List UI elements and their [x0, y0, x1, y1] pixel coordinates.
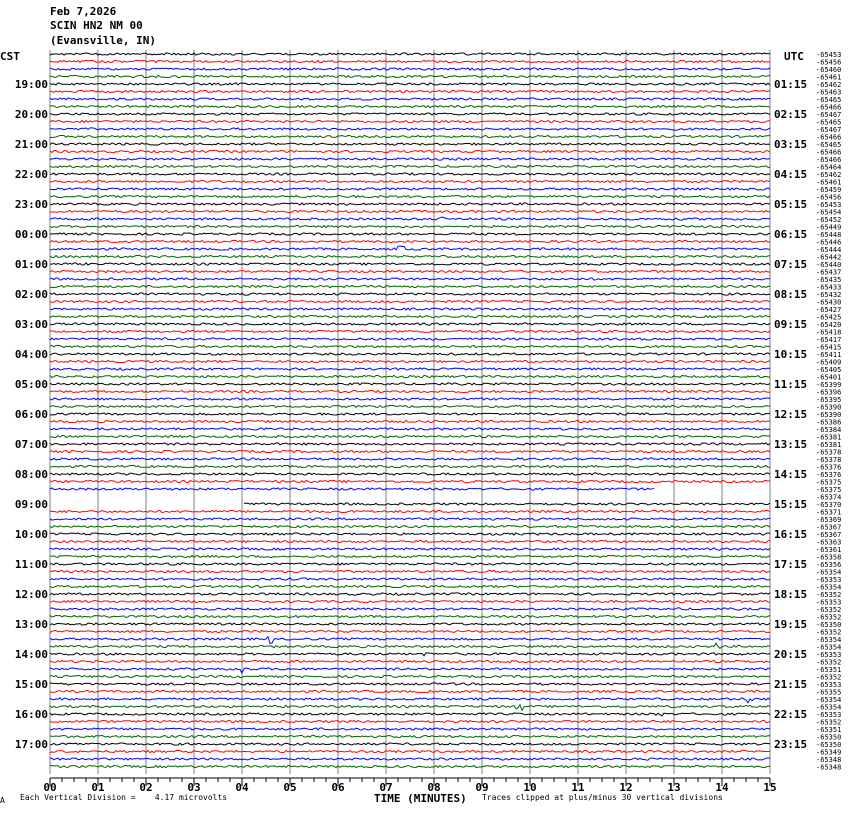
- trace-48: [50, 413, 770, 415]
- trace-value-label: -65461: [816, 73, 842, 82]
- trace-value-label: -65353: [816, 651, 842, 659]
- utc-hour-label: 11:15: [774, 378, 808, 391]
- trace-23: [50, 225, 770, 227]
- x-tick-label: 05: [283, 781, 297, 794]
- trace-15: [50, 165, 770, 167]
- trace-26: [50, 246, 770, 250]
- trace-61: [50, 510, 770, 512]
- utc-hour-label: 03:15: [774, 138, 808, 151]
- cst-hour-label: 16:00: [14, 708, 48, 721]
- trace-value-label: -65370: [816, 501, 842, 509]
- x-tick-label: 09: [475, 781, 489, 794]
- trace-77: [50, 630, 770, 632]
- trace-value-label: -65432: [816, 291, 842, 299]
- trace-58: [50, 488, 654, 490]
- trace-76: [50, 623, 770, 625]
- utc-hour-label: 12:15: [774, 408, 808, 421]
- trace-value-label: -65465: [816, 141, 842, 149]
- x-tick-label: 15: [763, 781, 777, 794]
- trace-63: [50, 525, 770, 527]
- trace-value-label: -65354: [816, 643, 842, 652]
- trace-32: [50, 293, 770, 295]
- trace-value-label: -65352: [816, 658, 842, 667]
- chart-date: Feb 7,2026: [50, 5, 117, 18]
- trace-83: [50, 675, 770, 677]
- trace-value-label: -65356: [816, 561, 842, 569]
- trace-value-label: -65390: [816, 411, 842, 419]
- utc-hour-label: 15:15: [774, 498, 808, 511]
- trace-value-label: -65374: [816, 493, 842, 502]
- trace-value-label: -65351: [816, 726, 842, 734]
- utc-hour-label: 18:15: [774, 588, 808, 601]
- trace-2: [50, 68, 770, 70]
- trace-1: [50, 60, 770, 62]
- x-tick-label: 04: [235, 781, 249, 794]
- footer-mark: A: [0, 796, 5, 805]
- x-axis-title: TIME (MINUTES): [374, 792, 467, 805]
- trace-14: [50, 158, 770, 160]
- trace-56: [50, 473, 770, 475]
- trace-17: [50, 180, 770, 182]
- trace-value-label: -65348: [816, 756, 842, 764]
- cst-hour-label: 20:00: [14, 108, 48, 121]
- trace-24: [50, 233, 770, 235]
- utc-hour-label: 07:15: [774, 258, 808, 271]
- cst-hour-label: 00:00: [14, 228, 48, 241]
- trace-value-label: -65446: [816, 238, 842, 247]
- trace-value-label: -65435: [816, 276, 842, 284]
- trace-value-label: -65460: [816, 66, 842, 74]
- trace-value-label: -65465: [816, 96, 842, 104]
- trace-value-label: -65425: [816, 313, 842, 322]
- trace-94: [50, 758, 770, 760]
- trace-value-label: -65349: [816, 748, 842, 757]
- trace-value-label: -65355: [816, 688, 842, 697]
- trace-49: [50, 420, 770, 422]
- x-tick-label: 02: [139, 781, 153, 794]
- trace-37: [50, 330, 770, 332]
- trace-value-label: -65378: [816, 448, 842, 457]
- trace-19: [50, 195, 770, 197]
- utc-hour-label: 13:15: [774, 438, 808, 451]
- utc-hour-label: 23:15: [774, 738, 808, 751]
- utc-hour-label: 05:15: [774, 198, 808, 211]
- x-tick-label: 07: [379, 781, 393, 794]
- trace-47: [50, 405, 770, 407]
- utc-hour-label: 16:15: [774, 528, 808, 541]
- utc-hour-label: 14:15: [774, 468, 808, 481]
- trace-18: [50, 188, 770, 190]
- trace-85: [50, 690, 770, 692]
- trace-value-label: -65466: [816, 156, 842, 164]
- trace-33: [50, 300, 770, 302]
- x-tick-label: 01: [91, 781, 105, 794]
- trace-90: [50, 728, 770, 730]
- trace-53: [50, 450, 770, 452]
- trace-7: [50, 105, 770, 107]
- cst-hour-label: 03:00: [14, 318, 48, 331]
- trace-87: [50, 705, 770, 711]
- trace-value-label: -65459: [816, 186, 842, 194]
- trace-73: [50, 600, 770, 602]
- trace-22: [50, 217, 770, 220]
- utc-hour-label: 21:15: [774, 678, 808, 691]
- trace-38: [50, 338, 770, 340]
- trace-74: [50, 608, 770, 610]
- trace-value-label: -65449: [816, 223, 842, 232]
- cst-hour-label: 02:00: [14, 288, 48, 301]
- trace-70: [50, 578, 770, 580]
- trace-value-label: -65348: [816, 763, 842, 772]
- trace-value-label: -65353: [816, 681, 842, 689]
- trace-value-label: -65467: [816, 126, 842, 134]
- trace-value-label: -65352: [816, 718, 842, 727]
- trace-value-label: -65376: [816, 471, 842, 479]
- trace-12: [50, 143, 770, 145]
- trace-27: [50, 255, 770, 257]
- cst-hour-label: 08:00: [14, 468, 48, 481]
- trace-3: [50, 75, 770, 77]
- trace-value-label: -65350: [816, 621, 842, 629]
- utc-hour-label: 19:15: [774, 618, 808, 631]
- trace-72: [50, 593, 770, 595]
- trace-value-label: -65361: [816, 546, 842, 554]
- trace-9: [50, 120, 770, 122]
- trace-value-label: -65467: [816, 111, 842, 119]
- trace-34: [50, 308, 770, 310]
- trace-value-label: -65386: [816, 418, 842, 427]
- utc-hour-label: 01:15: [774, 78, 808, 91]
- trace-value-label: -65378: [816, 456, 842, 464]
- trace-11: [50, 135, 770, 137]
- trace-93: [50, 750, 770, 752]
- trace-value-label: -65396: [816, 388, 842, 397]
- utc-hour-label: 06:15: [774, 228, 808, 241]
- trace-62: [50, 518, 770, 520]
- trace-value-label: -65401: [816, 373, 842, 382]
- trace-78: [50, 637, 770, 644]
- trace-54: [50, 458, 770, 460]
- trace-value-label: -65442: [816, 253, 842, 262]
- cst-hour-label: 01:00: [14, 258, 48, 271]
- trace-value-label: -65452: [816, 216, 842, 224]
- trace-value-label: -65418: [816, 328, 842, 337]
- x-tick-label: 10: [523, 781, 537, 794]
- trace-value-label: -65384: [816, 426, 842, 434]
- trace-55: [50, 465, 770, 467]
- cst-hour-label: 23:00: [14, 198, 48, 211]
- trace-28: [50, 263, 770, 265]
- footer-scale-text: Each Vertical Division = 4.17 microvolts: [20, 793, 228, 802]
- trace-value-label: -65351: [816, 666, 842, 674]
- right-timezone-label: UTC: [784, 50, 804, 63]
- cst-hour-label: 17:00: [14, 738, 48, 751]
- trace-82: [50, 668, 770, 673]
- trace-43: [50, 375, 770, 377]
- x-tick-label: 12: [619, 781, 633, 794]
- trace-value-label: -65437: [816, 268, 842, 277]
- trace-value-label: -65367: [816, 531, 842, 539]
- trace-71: [50, 585, 770, 587]
- cst-hour-label: 19:00: [14, 78, 48, 91]
- trace-64: [50, 533, 770, 535]
- trace-value-label: -65354: [816, 568, 842, 577]
- cst-hour-label: 13:00: [14, 618, 48, 631]
- x-tick-label: 08: [427, 781, 441, 794]
- trace-value-label: -65465: [816, 118, 842, 127]
- trace-84: [50, 683, 770, 685]
- trace-25: [50, 240, 770, 242]
- trace-value-label: -65354: [816, 696, 842, 704]
- trace-42: [50, 368, 770, 370]
- trace-value-label: -65390: [816, 403, 842, 412]
- trace-79: [50, 643, 770, 648]
- trace-60: [244, 503, 770, 505]
- trace-value-label: -65381: [816, 433, 842, 442]
- cst-hour-label: 04:00: [14, 348, 48, 361]
- trace-86: [50, 698, 770, 703]
- trace-value-label: -65417: [816, 336, 842, 344]
- trace-8: [50, 113, 770, 115]
- trace-value-label: -65466: [816, 103, 842, 112]
- trace-value-label: -65353: [816, 598, 842, 607]
- trace-value-label: -65454: [816, 208, 842, 217]
- trace-value-label: -65363: [816, 538, 842, 547]
- x-tick-label: 14: [715, 781, 729, 794]
- trace-value-label: -65462: [816, 171, 842, 179]
- trace-4: [50, 83, 770, 85]
- trace-value-label: -65433: [816, 283, 842, 292]
- trace-52: [50, 443, 770, 445]
- x-tick-label: 06: [331, 781, 345, 794]
- trace-57: [50, 480, 770, 482]
- trace-68: [50, 563, 770, 565]
- trace-66: [50, 548, 770, 550]
- utc-hour-label: 22:15: [774, 708, 808, 721]
- trace-value-label: -65420: [816, 321, 842, 329]
- trace-65: [50, 540, 770, 542]
- trace-92: [50, 743, 770, 745]
- trace-31: [50, 285, 770, 287]
- x-tick-label: 00: [43, 781, 57, 794]
- trace-value-label: -65354: [816, 583, 842, 592]
- trace-80: [50, 653, 770, 656]
- trace-value-label: -65415: [816, 343, 842, 352]
- trace-50: [50, 428, 770, 430]
- trace-value-label: -65367: [816, 523, 842, 532]
- trace-35: [50, 315, 770, 317]
- trace-36: [50, 323, 770, 325]
- trace-value-label: -65352: [816, 673, 842, 682]
- trace-0: [50, 53, 770, 55]
- trace-value-label: -65350: [816, 733, 842, 742]
- chart-location: (Evansville, IN): [50, 34, 156, 47]
- utc-hour-label: 08:15: [774, 288, 808, 301]
- trace-value-label: -65399: [816, 381, 842, 389]
- trace-value-label: -65395: [816, 396, 842, 404]
- trace-value-label: -65463: [816, 88, 842, 97]
- trace-value-label: -65354: [816, 636, 842, 644]
- cst-hour-label: 22:00: [14, 168, 48, 181]
- trace-6: [50, 98, 770, 100]
- trace-29: [50, 270, 770, 272]
- trace-value-label: -65448: [816, 231, 842, 239]
- trace-91: [50, 735, 770, 737]
- trace-95: [50, 765, 770, 767]
- trace-75: [50, 615, 770, 617]
- trace-39: [50, 345, 770, 347]
- cst-hour-label: 06:00: [14, 408, 48, 421]
- trace-value-label: -65405: [816, 366, 842, 374]
- cst-hour-label: 11:00: [14, 558, 48, 571]
- trace-value-label: -65350: [816, 741, 842, 749]
- trace-value-label: -65371: [816, 508, 842, 517]
- trace-44: [50, 383, 770, 385]
- trace-value-label: -65354: [816, 703, 842, 712]
- trace-value-label: -65353: [816, 576, 842, 584]
- trace-10: [50, 128, 770, 130]
- trace-value-label: -65453: [816, 51, 842, 59]
- trace-88: [50, 713, 770, 716]
- trace-value-label: -65352: [816, 591, 842, 599]
- trace-value-label: -65462: [816, 81, 842, 89]
- trace-13: [50, 150, 770, 152]
- trace-21: [50, 210, 770, 212]
- trace-value-label: -65440: [816, 261, 842, 269]
- cst-hour-label: 09:00: [14, 498, 48, 511]
- trace-value-label: -65353: [816, 711, 842, 719]
- trace-value-label: -65369: [816, 516, 842, 524]
- trace-value-label: -65376: [816, 463, 842, 472]
- x-tick-label: 11: [571, 781, 585, 794]
- trace-45: [50, 390, 770, 392]
- cst-hour-label: 10:00: [14, 528, 48, 541]
- cst-hour-label: 21:00: [14, 138, 48, 151]
- trace-value-label: -65427: [816, 306, 842, 314]
- trace-value-label: -65444: [816, 246, 842, 254]
- trace-value-label: -65381: [816, 441, 842, 449]
- trace-value-label: -65466: [816, 148, 842, 157]
- footer-clip-text: Traces clipped at plus/minus 30 vertical divisions: [482, 793, 723, 802]
- cst-hour-label: 12:00: [14, 588, 48, 601]
- trace-51: [50, 435, 770, 437]
- trace-value-label: -65375: [816, 486, 842, 494]
- left-timezone-label: CST: [0, 50, 20, 63]
- trace-value-label: -65466: [816, 133, 842, 142]
- trace-value-label: -65409: [816, 358, 842, 367]
- trace-value-label: -65456: [816, 193, 842, 202]
- trace-67: [50, 555, 770, 557]
- trace-value-label: -65453: [816, 201, 842, 209]
- utc-hour-label: 20:15: [774, 648, 808, 661]
- trace-value-label: -65456: [816, 58, 842, 67]
- trace-46: [50, 398, 770, 400]
- cst-hour-label: 14:00: [14, 648, 48, 661]
- cst-hour-label: 05:00: [14, 378, 48, 391]
- trace-89: [50, 720, 770, 722]
- trace-value-label: -65411: [816, 351, 842, 359]
- utc-hour-label: 04:15: [774, 168, 808, 181]
- trace-value-label: -65352: [816, 606, 842, 614]
- x-tick-label: 03: [187, 781, 201, 794]
- trace-41: [50, 360, 770, 362]
- trace-69: [50, 570, 770, 572]
- utc-hour-label: 17:15: [774, 558, 808, 571]
- cst-hour-label: 15:00: [14, 678, 48, 691]
- trace-value-label: -65430: [816, 298, 842, 307]
- trace-value-label: -65375: [816, 478, 842, 487]
- trace-40: [50, 353, 770, 355]
- trace-value-label: -65464: [816, 163, 842, 172]
- x-tick-label: 13: [667, 781, 681, 794]
- trace-16: [50, 173, 770, 175]
- trace-20: [50, 203, 770, 205]
- utc-hour-label: 10:15: [774, 348, 808, 361]
- trace-value-label: -65352: [816, 613, 842, 622]
- trace-5: [50, 90, 770, 92]
- trace-value-label: -65358: [816, 553, 842, 562]
- trace-value-label: -65352: [816, 628, 842, 637]
- trace-30: [50, 278, 770, 280]
- utc-hour-label: 09:15: [774, 318, 808, 331]
- trace-81: [50, 660, 770, 662]
- cst-hour-label: 07:00: [14, 438, 48, 451]
- utc-hour-label: 02:15: [774, 108, 808, 121]
- chart-station: SCIN HN2 NM 00: [50, 19, 143, 32]
- trace-value-label: -65461: [816, 178, 842, 187]
